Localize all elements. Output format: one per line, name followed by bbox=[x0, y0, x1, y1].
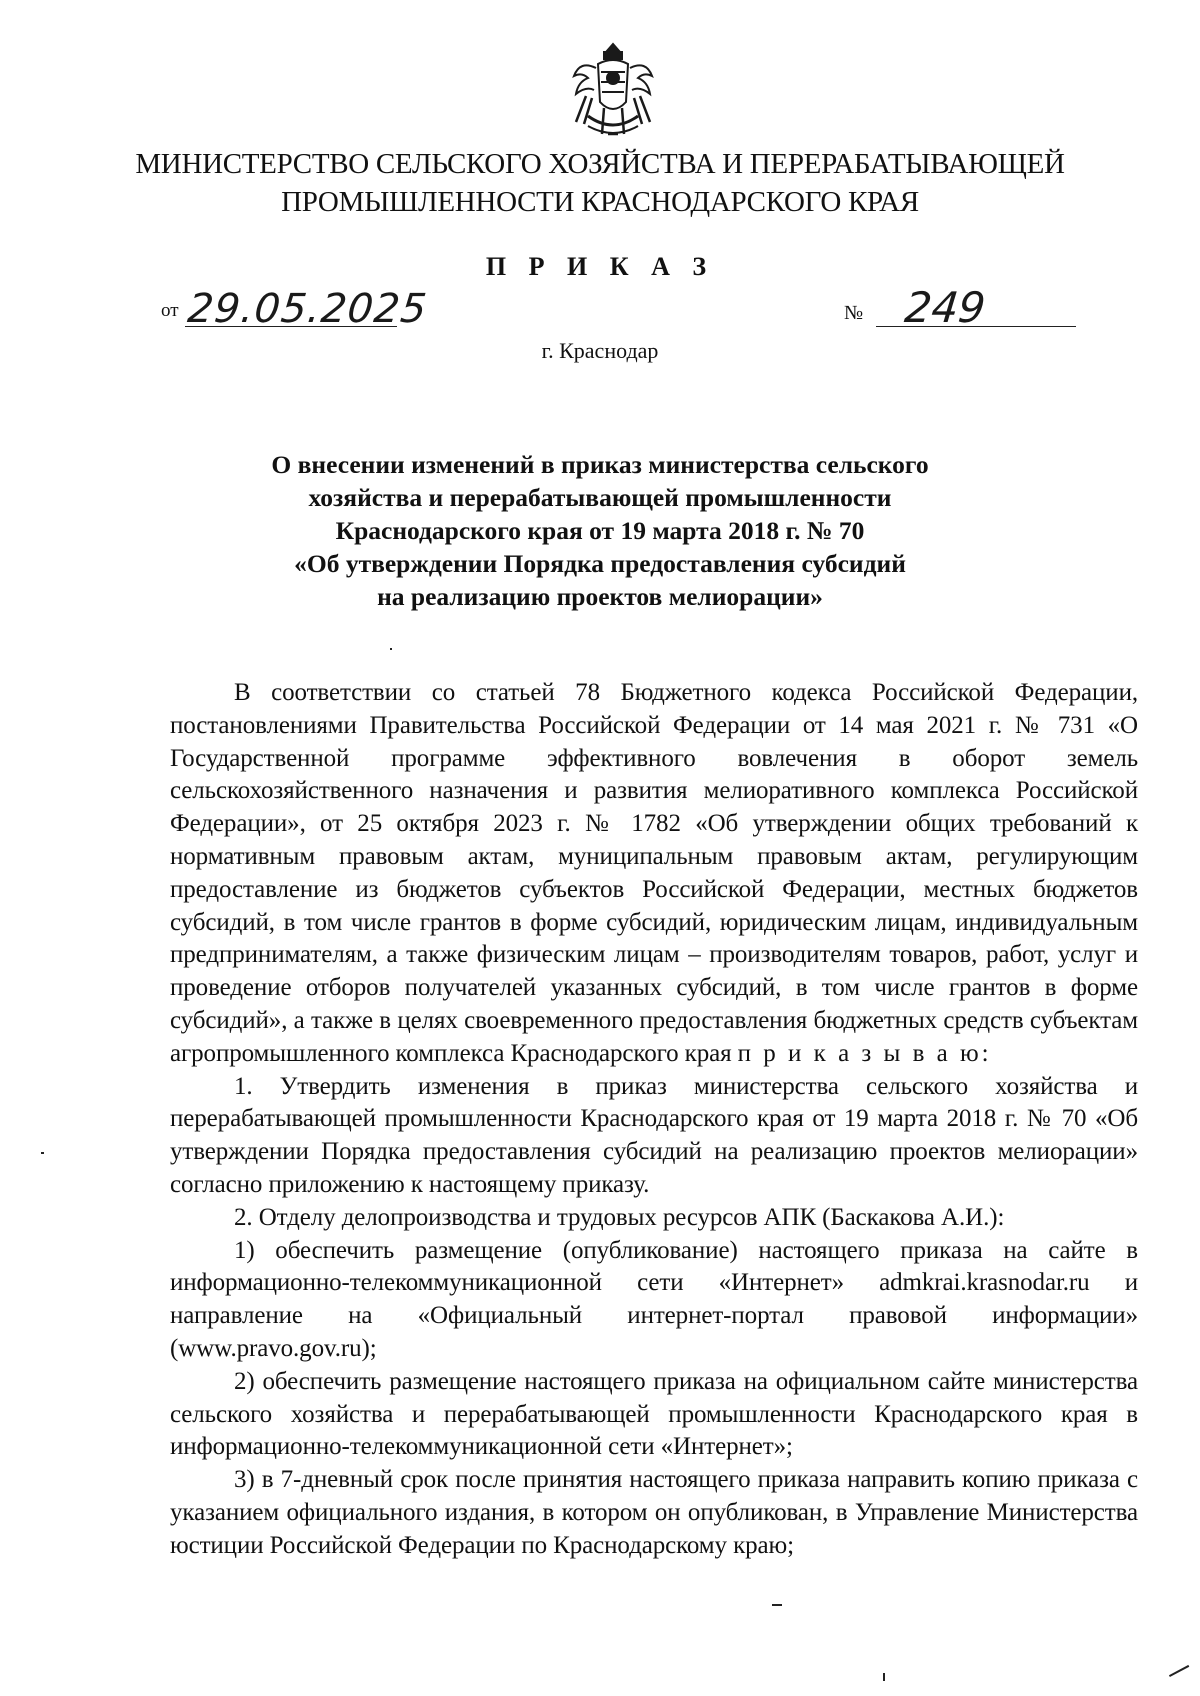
item-2-1-paragraph: 1) обеспечить размещение (опубликование) настоящего приказа на сайте в информационно-телекоммуникационной сети «Интернет» admkrai.krasnodar.ru и направление на «Официальный интернет-портал правовой информации» (www.pravo.gov.ru); bbox=[170, 1236, 1138, 1362]
subject-line2: хозяйства и перерабатывающей промышленности bbox=[308, 483, 892, 512]
item-2-3-paragraph: 3) в 7-дневный срок после принятия настоящего приказа направить копию приказа с указанием официального издания, в котором он опубликован, в Управление Министерства юстиции Российской Федерации по Краснодарскому краю; bbox=[170, 1466, 1138, 1559]
document-body bbox=[170, 677, 1138, 1563]
item-2-paragraph: 2. Отделу делопроизводства и трудовых ресурсов АПК (Баскакова А.И.): bbox=[234, 1203, 1005, 1231]
item-1-paragraph: 1. Утвердить изменения в приказ министерства сельского хозяйства и перерабатывающей промышленности Краснодарского края от 19 марта 2018 г. № 70 «Об утверждении Порядка предоставления субсидий на реализацию проектов мелиорации» согласно приложению к настоящему приказу. bbox=[170, 1072, 1138, 1198]
order-subject bbox=[190, 448, 1010, 613]
scan-speck bbox=[41, 1152, 44, 1154]
scan-speck bbox=[883, 1673, 885, 1681]
handwritten-date: 29.05.2025 bbox=[185, 286, 430, 332]
ministry-name bbox=[100, 145, 1100, 221]
ministry-name-line1: МИНИСТЕРСТВО СЕЛЬСКОГО ХОЗЯЙСТВА И ПЕРЕРАБАТЫВАЮЩЕЙ bbox=[135, 148, 1065, 180]
item-2-2-paragraph: 2) обеспечить размещение настоящего приказа на официальном сайте министерства сельского хозяйства и перерабатывающей промышленности Краснодарского края в информационно-телекоммуникационной сети «Интернет»; bbox=[170, 1367, 1138, 1461]
subject-line1: О внесении изменений в приказ министерства сельского bbox=[271, 450, 929, 479]
scan-speck bbox=[772, 1604, 782, 1606]
number-prefix: № bbox=[844, 302, 864, 324]
subject-line4: «Об утверждении Порядка предоставления субсидий bbox=[294, 549, 906, 578]
date-prefix: от bbox=[161, 300, 179, 321]
handwritten-number: 249 bbox=[902, 283, 988, 332]
preamble-paragraph bbox=[170, 677, 1138, 1071]
subject-line3: Краснодарского края от 19 марта 2018 г. № 70 bbox=[335, 516, 865, 545]
preamble-text: В соответствии со статьей 78 Бюджетного кодекса Российской Федерации, постановлениями Правительства Российской Федерации от 14 мая 2021 г. № 731 «О Государственной программе эффективного вовлечения в оборот земель сельскохозяйственного назначения и развития мелиоративного комплекса Российской Федерации», от 25 октября 2023 г. № 1782 «Об утверждении общих требований к нормативным правовым актам, муниципальным правовым актам, регулирующим предоставление из бюджетов субъектов Российской Федерации, местных бюджетов субсидий, в том числе грантов в форме субсидий, юридическим лицам, индивидуальным предпринимателям, а также физическим лицам – производителям товаров, работ, услуг и проведение отборов получателей указанных субсидий, в том числе грантов в форме субсидий», а также в целях своевременного предоставления бюджетных средств субъектам агропромышленного комплекса Краснодарского края bbox=[170, 679, 1138, 1067]
order-word: п р и к а з ы в а ю: bbox=[737, 1039, 992, 1067]
document-type-title: П Р И К А З bbox=[485, 252, 715, 281]
ministry-name-line2: ПРОМЫШЛЕННОСТИ КРАСНОДАРСКОГО КРАЯ bbox=[281, 186, 919, 218]
scan-speck bbox=[390, 648, 392, 650]
city: г. Краснодар bbox=[541, 338, 659, 363]
coat-of-arms-emblem-icon bbox=[568, 42, 658, 142]
subject-line5: на реализацию проектов мелиорации» bbox=[377, 582, 823, 611]
scan-speck bbox=[1169, 1665, 1189, 1677]
